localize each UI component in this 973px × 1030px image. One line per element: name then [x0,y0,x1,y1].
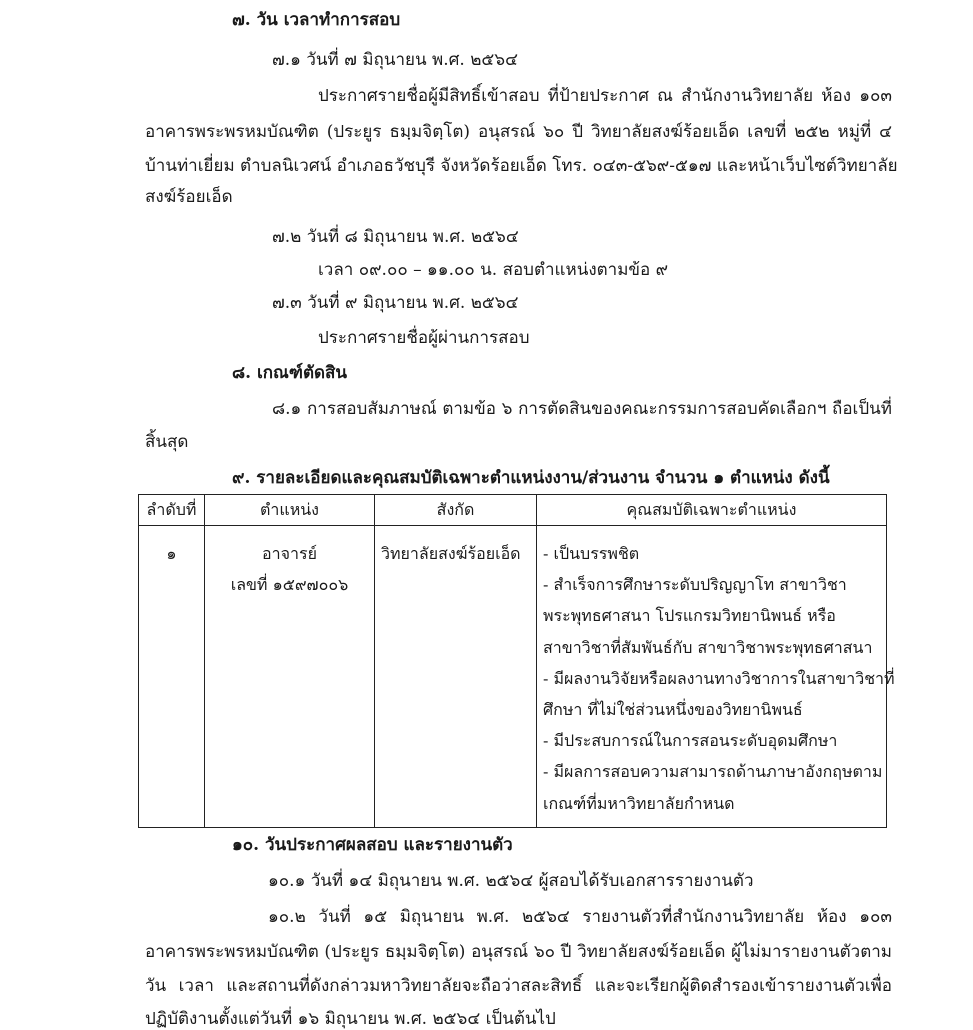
section-8-heading: ๘. เกณฑ์ตัดสิน [232,363,348,383]
section-7-heading: ๗. วัน เวลาทำการสอบ [232,10,401,30]
qualification-line: - เป็นบรรพชิต [543,544,640,563]
header-qualifications: คุณสมบัติเฉพาะตำแหน่ง [537,495,887,526]
qualification-line: - มีประสบการณ์ในการสอนระดับอุดมศึกษา [543,731,838,751]
cell-position [205,526,375,828]
section-9-heading: ๙. รายละเอียดและคุณสมบัติเฉพาะตำแหน่งงาน/ส่วนงาน จำนวน ๑ ตำแหน่ง ดังนี้ [232,468,830,488]
qualification-line: ศึกษา ที่ไม่ใช่ส่วนหนึ่งของวิทยานิพนธ์ [543,700,803,720]
cell-unit [375,526,537,828]
table-header-row [139,495,887,526]
section-7-1-line-3: บ้านท่าเยี่ยม ตำบลนิเวศน์ อำเภอธวัชบุรี จังหวัดร้อยเอ็ด โทร. ๐๔๓-๕๖๙-๕๑๗ และหน้าเว็บไซต์วิทยาลัย [145,156,898,176]
section-10-2-line-2: อาคารพระพรหมบัณฑิต (ประยูร ธมฺมจิตฺโต) อนุสรณ์ ๖๐ ปี วิทยาลัยสงฆ์ร้อยเอ็ด ผู้ไม่มารายงานตัวตาม [145,942,892,962]
section-10-heading: ๑๐. วันประกาศผลสอบ และรายงานตัว [232,835,513,855]
qualification-line: พระพุทธศาสนา โปรแกรมวิทยานิพนธ์ หรือ [543,606,836,626]
section-7-3-title: ๗.๓ วันที่ ๙ มิถุนายน พ.ศ. ๒๕๖๔ [272,293,519,313]
section-7-1-line-2: อาคารพระพรหมบัณฑิต (ประยูร ธมฺมจิตฺโต) อนุสรณ์ ๖๐ ปี วิทยาลัยสงฆ์ร้อยเอ็ด เลขที่ ๒๕๒ หมู่ที่ ๔ [145,122,892,142]
order-number: ๑ [166,544,177,563]
cell-order [139,526,205,828]
section-10-1-line: ๑๐.๑ วันที่ ๑๔ มิถุนายน พ.ศ. ๒๕๖๔ ผู้สอบได้รับเอกสารรายงานตัว [268,871,754,891]
qualification-line: - มีผลงานวิจัยหรือผลงานทางวิชาการในสาขาวิชาที่ [543,668,895,688]
position-title: อาจารย์ [262,544,317,563]
qualification-line: - มีผลการสอบความสามารถด้านภาษาอังกฤษตาม [543,762,883,782]
qualification-line: สาขาวิชาที่สัมพันธ์กับ สาขาวิชาพระพุทธศาสนา [543,637,873,657]
section-8-line-1: ๘.๑ การสอบสัมภาษณ์ ตามข้อ ๖ การตัดสินของคณะกรรมการสอบคัดเลือกฯ ถือเป็นที่ [272,399,892,419]
qualification-table [138,494,895,828]
section-10-2-line-4: ปฏิบัติงานตั้งแต่วันที่ ๑๖ มิถุนายน พ.ศ. ๒๕๖๔ เป็นต้นไป [145,1009,556,1029]
section-10-2-line-3: วัน เวลา และสถานที่ดังกล่าวมหาวิทยาลัยจะถือว่าสละสิทธิ์ และจะเรียกผู้ติดสำรองเข้ารายงานตัวเพื่อ [145,976,892,996]
position-number: เลขที่ ๑๕๙๗๐๐๖ [230,575,349,595]
qualification-line: - สำเร็จการศึกษาระดับปริญญาโท สาขาวิชา [543,575,847,595]
unit-name: วิทยาลัยสงฆ์ร้อยเอ็ด [381,544,521,563]
header-order: ลำดับที่ [139,495,205,526]
header-position: ตำแหน่ง [205,495,375,526]
section-8-line-2: สิ้นสุด [145,432,189,452]
table-row [139,526,887,828]
section-7-1-line-1: ประกาศรายชื่อผู้มีสิทธิ์เข้าสอบ ที่ป้ายประกาศ ณ สำนักงานวิทยาลัย ห้อง ๑๐๓ [318,86,892,106]
section-7-1-title: ๗.๑ วันที่ ๗ มิถุนายน พ.ศ. ๒๕๖๔ [272,50,518,70]
section-7-2-title: ๗.๒ วันที่ ๘ มิถุนายน พ.ศ. ๒๕๖๔ [272,227,519,247]
section-7-3-line: ประกาศรายชื่อผู้ผ่านการสอบ [318,328,530,348]
header-unit: สังกัด [375,495,537,526]
cell-qualifications [537,526,895,828]
qualification-line: เกณฑ์ที่มหาวิทยาลัยกำหนด [543,793,735,813]
section-7-2-line: เวลา ๐๙.๐๐ – ๑๑.๐๐ น. สอบตำแหน่งตามข้อ ๙ [318,260,669,280]
section-7-1-line-4: สงฆ์ร้อยเอ็ด [145,187,233,207]
section-10-2-line-1: ๑๐.๒ วันที่ ๑๕ มิถุนายน พ.ศ. ๒๕๖๔ รายงานตัวที่สำนักงานวิทยาลัย ห้อง ๑๐๓ [268,907,892,927]
